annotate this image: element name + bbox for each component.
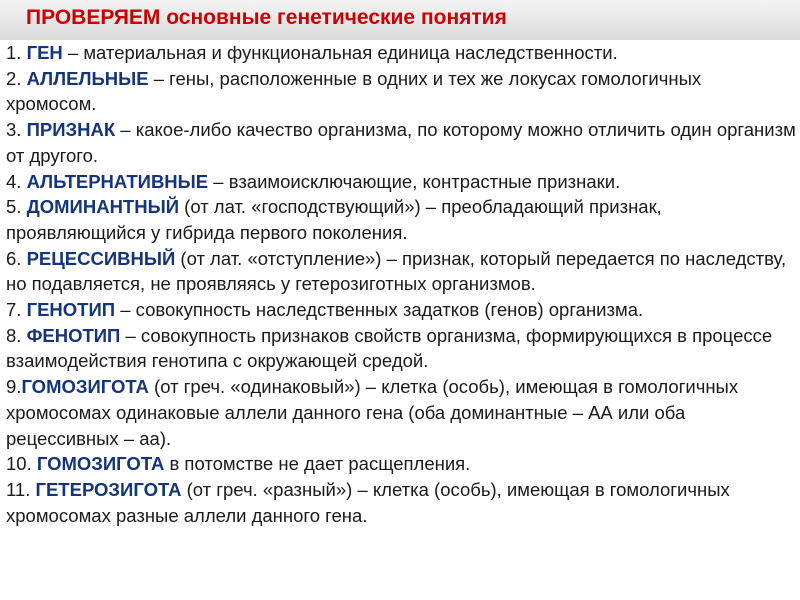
- definition-term: АЛЬТЕРНАТИВНЫЕ: [26, 170, 209, 192]
- definition-term: ГЕТЕРОЗИГОТА: [35, 478, 182, 500]
- definition-item: [6, 246, 796, 297]
- definition-item: [6, 323, 796, 374]
- definition-item: [6, 297, 796, 323]
- definition-term: ГОМОЗИГОТА: [21, 376, 149, 398]
- definition-term: ГОМОЗИГОТА: [36, 453, 165, 475]
- definition-text: (от лат. «отступление») – признак, который передается по наследству, но подавляется, не проявляясь у гетерозиготных организмов.: [6, 247, 787, 295]
- definition-item: [6, 40, 796, 66]
- definition-item: [6, 117, 796, 168]
- definitions-list: [6, 40, 796, 528]
- definition-number: 8.: [6, 324, 27, 346]
- definition-text: – совокупность наследственных задатков (генов) организма.: [115, 299, 644, 321]
- definition-text: (от лат. «господствующий») – преобладающий признак, проявляющийся у гибрида первого поколения.: [6, 196, 662, 243]
- definition-term: ДОМИНАНТНЫЙ: [26, 196, 180, 218]
- definition-term: АЛЛЕЛЬНЫЕ: [26, 67, 149, 89]
- definition-number: 10.: [6, 453, 37, 475]
- definition-text: – материальная и функциональная единица наследственности.: [62, 42, 618, 63]
- definition-text: – взаимоисключающие, контрастные признаки.: [208, 170, 621, 192]
- definition-item: [6, 66, 796, 117]
- definition-number: 9.: [6, 376, 22, 398]
- definition-term: ГЕНОТИП: [26, 299, 116, 321]
- definition-number: 5.: [6, 196, 27, 218]
- definition-text: – какое-либо качество организма, по которому можно отличить один организм от другого.: [6, 119, 796, 166]
- slide-title: ПРОВЕРЯЕМ основные генетические понятия: [26, 6, 507, 29]
- definition-item: [6, 477, 796, 528]
- definition-item: [6, 169, 796, 195]
- definition-term: ГЕН: [26, 42, 63, 63]
- definition-term: ПРИЗНАК: [26, 119, 116, 141]
- definition-text: в потомстве не дает расщепления.: [164, 453, 471, 475]
- definition-text: (от греч. «одинаковый») – клетка (особь), имеющая в гомологичных хромосомах одинаковые аллели данного гена (оба доминантные – АА или оба рецессивных – аа).: [6, 376, 739, 449]
- definition-number: 11.: [6, 478, 36, 500]
- definition-text: – совокупность признаков свойств организма, формирующихся в процессе взаимодействия генотипа с окружающей средой.: [6, 324, 773, 372]
- definition-number: 3.: [6, 119, 27, 141]
- title-bar: [0, 0, 800, 40]
- definition-item: [6, 451, 796, 477]
- definition-item: [6, 374, 796, 451]
- definition-number: 7.: [6, 299, 27, 321]
- definition-number: 1.: [6, 42, 27, 63]
- definition-item: [6, 194, 796, 245]
- definition-number: 4.: [6, 170, 27, 192]
- definition-number: 2.: [6, 67, 27, 89]
- definition-term: ФЕНОТИП: [26, 324, 121, 346]
- definition-text: – гены, расположенные в одних и тех же локусах гомологичных хромосом.: [6, 67, 702, 115]
- definition-number: 6.: [6, 247, 27, 269]
- definition-term: РЕЦЕССИВНЫЙ: [26, 247, 176, 269]
- definition-text: (от греч. «разный») – клетка (особь), имеющая в гомологичных хромосомах разные аллели данного гена.: [6, 478, 730, 526]
